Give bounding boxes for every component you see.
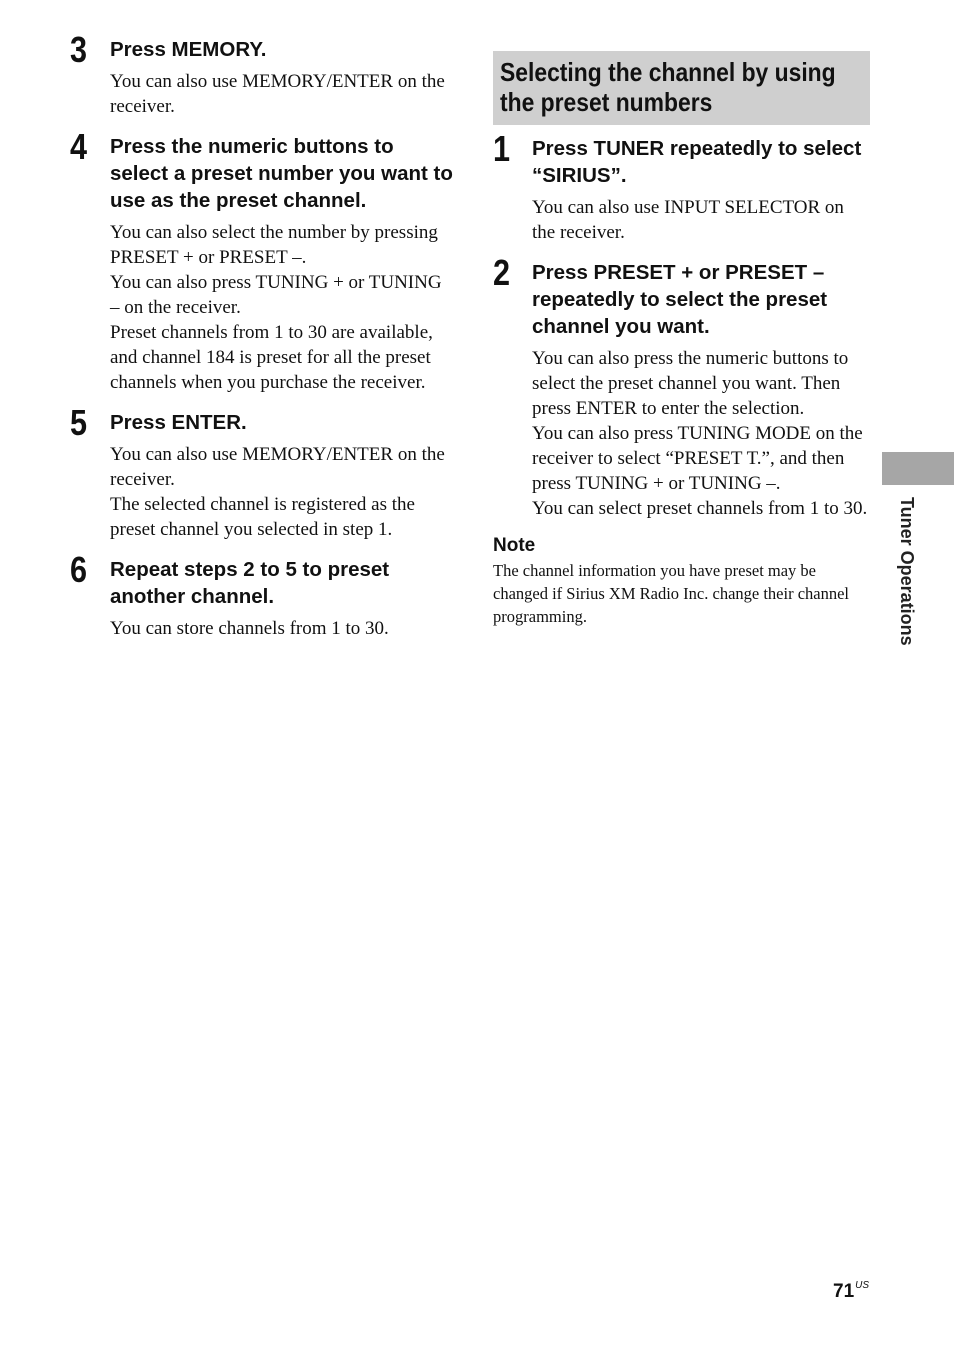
chapter-tab [882, 452, 954, 485]
step-text: You can store channels from 1 to 30. [110, 618, 389, 639]
chapter-label: Tuner Operations [897, 497, 917, 646]
step-5 [70, 402, 455, 542]
step-number: 5 [70, 402, 88, 443]
step-text: You can also use MEMORY/ENTER on the receiver. [110, 444, 445, 490]
note-title: Note [493, 535, 536, 556]
page-number-value: 71 [833, 1281, 855, 1302]
step-number: 4 [70, 126, 88, 167]
step-1 [493, 128, 870, 245]
step-number: 2 [493, 252, 511, 293]
step-text: You can also select the number by pressing PRESET + or PRESET –. [110, 222, 438, 268]
step-title: Press TUNER repeatedly to select “SIRIUS”. [532, 137, 862, 187]
step-4 [70, 126, 455, 395]
step-text: The selected channel is registered as the preset channel you selected in step 1. [110, 494, 415, 540]
left-column [70, 29, 455, 655]
step-text: You can also press TUNING + or TUNING – on the receiver. [110, 272, 442, 318]
step-body [532, 346, 870, 521]
step-text: You can select preset channels from 1 to 30. [532, 498, 868, 519]
step-number: 3 [70, 29, 88, 70]
note-block [493, 535, 870, 628]
step-body [110, 616, 455, 641]
step-text: You can also press TUNING MODE on the receiver to select “PRESET T.”, and then press TUNING + or TUNING –. [532, 423, 863, 494]
step-number: 6 [70, 549, 88, 590]
step-6 [70, 549, 455, 641]
step-number: 1 [493, 128, 511, 169]
page-number-suffix: US [855, 1280, 870, 1291]
section-heading: Selecting the channel by using the preset numbers [500, 57, 836, 117]
right-column [493, 51, 870, 628]
note-text: The channel information you have preset may be changed if Sirius XM Radio Inc. change their channel programming. [493, 561, 850, 626]
step-title: Press ENTER. [110, 411, 247, 434]
step-body [532, 195, 870, 245]
section-heading-box [493, 51, 870, 125]
step-text: You can also use INPUT SELECTOR on the receiver. [532, 197, 844, 243]
step-title: Press the numeric buttons to select a preset number you want to use as the preset channel. [110, 135, 453, 212]
step-3 [70, 29, 455, 119]
step-text: You can also press the numeric buttons to select the preset channel you want. Then press ENTER to enter the selection. [532, 348, 849, 419]
step-body [110, 442, 455, 542]
step-text: You can also use MEMORY/ENTER on the receiver. [110, 71, 445, 117]
step-title: Repeat steps 2 to 5 to preset another channel. [110, 558, 390, 608]
step-text: Preset channels from 1 to 30 are available, and channel 184 is preset for all the preset channels when you purchase the receiver. [110, 322, 433, 393]
step-title: Press MEMORY. [110, 38, 267, 61]
step-2 [493, 252, 870, 521]
step-title: Press PRESET + or PRESET – repeatedly to select the preset channel you want. [532, 261, 828, 338]
step-body [110, 220, 455, 395]
page-number [833, 1280, 869, 1303]
step-body [110, 69, 455, 119]
